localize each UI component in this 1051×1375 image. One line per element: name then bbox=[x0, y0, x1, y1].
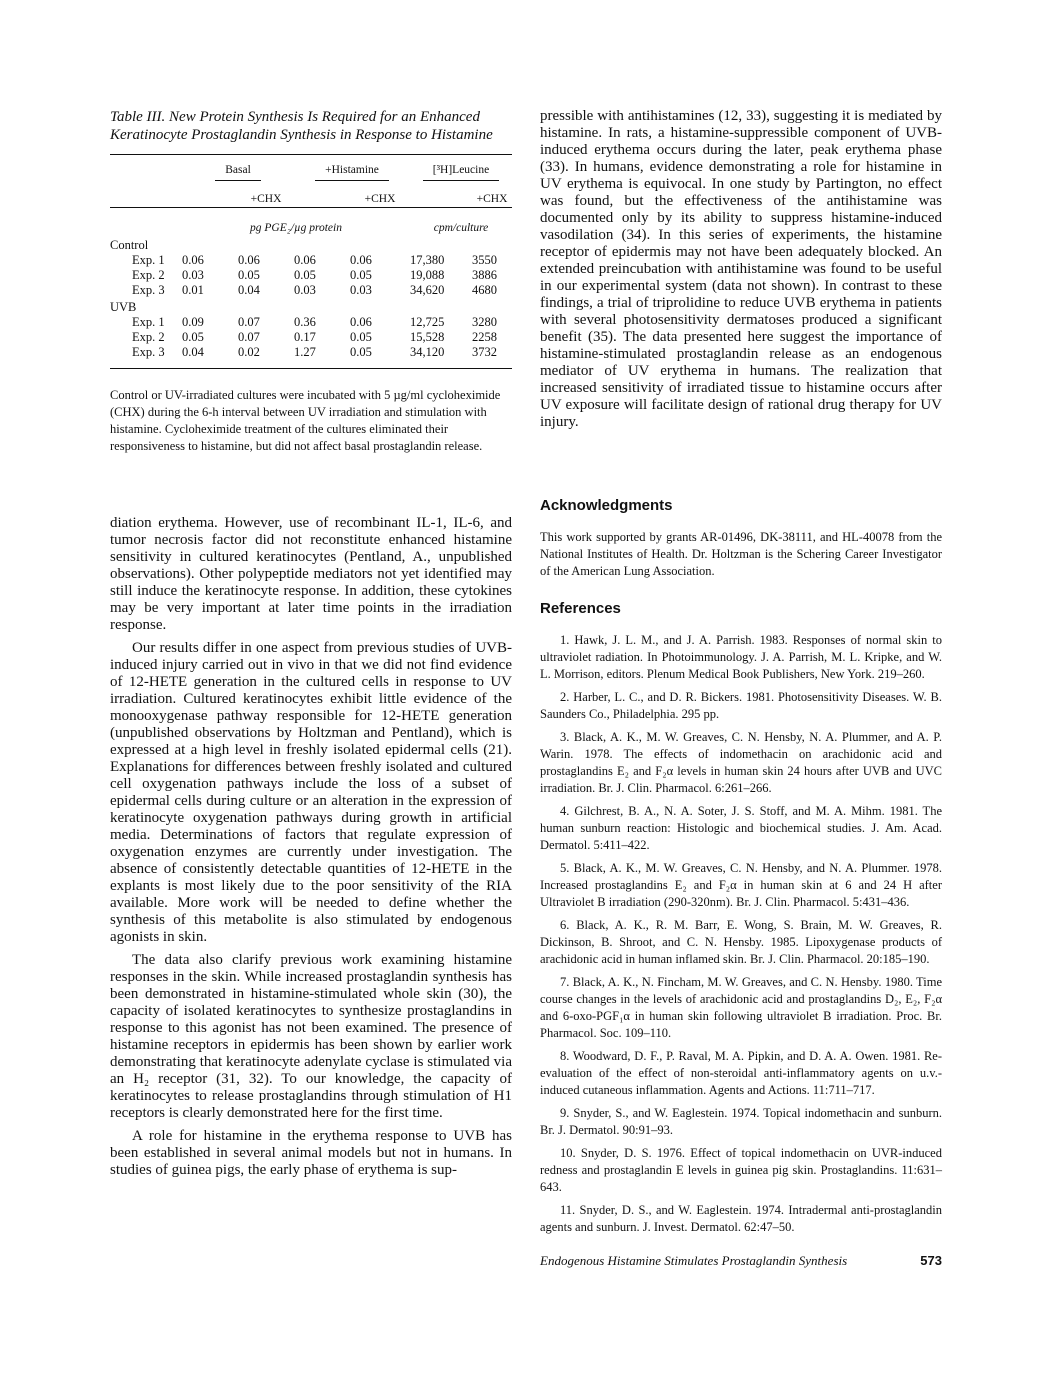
data-table bbox=[110, 154, 512, 369]
table-cell: 0.04 bbox=[238, 283, 260, 297]
table-cell: 4680 bbox=[472, 283, 497, 297]
reference-item: 3. Black, A. K., M. W. Greaves, C. N. Hensby, N. A. Plummer, and A. P. Warin. 1978. The effects of indomethacin on arachidonic acid and prostaglandins E₂ and F₂α levels in human skin 24 hours after UVB and UVC irradiation. Br. J. Clin. Pharmacol. 6:261–266. bbox=[540, 730, 942, 795]
table-cell: 0.05 bbox=[182, 330, 204, 344]
table-cell: 0.05 bbox=[350, 268, 372, 282]
table-row bbox=[110, 268, 512, 283]
table-cell: 0.03 bbox=[182, 268, 204, 282]
table-cell: 17,380 bbox=[410, 253, 445, 267]
left-body-text bbox=[110, 515, 512, 1179]
section-label-uvb: UVB bbox=[110, 300, 137, 314]
row-label: Exp. 1 bbox=[132, 253, 165, 267]
units-pge: pg PGE₂/µg protein bbox=[250, 222, 342, 234]
section-label-control: Control bbox=[110, 238, 149, 252]
running-head: Endogenous Histamine Stimulates Prostaglandin Synthesis bbox=[540, 1253, 848, 1268]
table-cell: 15,528 bbox=[410, 330, 445, 344]
group-basal: Basal bbox=[215, 163, 261, 181]
row-label: Exp. 3 bbox=[132, 283, 165, 297]
row-label: Exp. 1 bbox=[132, 315, 165, 329]
page-number: 573 bbox=[920, 1253, 942, 1268]
units-row bbox=[110, 208, 512, 237]
left-paragraph-3: The data also clarify previous work examining histamine responses in the skin. While increased prostaglandin synthesis has been demonstrated in histamine-stimulated whole skin (30), the capacity of isolated keratinocytes to synthesize prostaglandins in response to this agonist has not been examined. The presence of histamine receptors in epidermis has been shown by earlier work demonstrating that keratinocyte adenylate cyclase is stimulated via an H₂ receptor (31, 32). To our knowledge, the capacity of keratinocytes to release prostaglandins through stimulation of H1 receptors is clearly demonstrated here for the first time. bbox=[110, 952, 512, 1121]
table-cell: 0.06 bbox=[182, 253, 204, 267]
table-row bbox=[110, 315, 512, 330]
reference-item: 7. Black, A. K., N. Fincham, M. W. Greaves, and C. N. Hensby. 1980. Time course changes in the levels of arachidonic acid and prostaglandins D₂, E₂, F₂α and 6-oxo-PGF₁α in human skin following ultraviolet B irradiation. Proc. Br. Pharmacol. Soc. 109–110. bbox=[540, 975, 942, 1040]
reference-item: 5. Black, A. K., M. W. Greaves, C. N. Hensby, and N. A. Plummer. 1978. Increased prostaglandins E₂ and F₂α in human skin at 6 and 24 H after Ultraviolet B irradiation (290-320nm). Br. J. Clin. Pharmacol. 5:431–436. bbox=[540, 861, 942, 909]
table-block bbox=[110, 108, 512, 468]
table-cell: 0.06 bbox=[238, 253, 260, 267]
table-cell: 3886 bbox=[472, 268, 497, 282]
table-cell: 0.06 bbox=[350, 253, 372, 267]
table-title: New Protein Synthesis Is Required for an Enhanced Keratinocyte Prostaglandin Synthesis in Response to Histamine bbox=[110, 109, 493, 143]
reference-item: 11. Snyder, D. S., and W. Eaglestein. 1974. Intradermal anti-prostaglandin agents and sunburn. J. Invest. Dermatol. 62:47–50. bbox=[540, 1203, 942, 1234]
table-cell: 0.03 bbox=[350, 283, 372, 297]
table-caption bbox=[110, 108, 512, 144]
table-cell: 3550 bbox=[472, 253, 497, 267]
reference-item: 8. Woodward, D. F., P. Raval, M. A. Pipkin, and D. A. A. Owen. 1981. Re-evaluation of the effect of non-steroidal anti-inflammatory agents on u.v.-induced cutaneous inflammation. Agents and Actions. 11:711–717. bbox=[540, 1049, 942, 1097]
table-cell: 0.06 bbox=[350, 315, 372, 329]
page-footer bbox=[540, 1253, 942, 1269]
acknowledgments-text: This work supported by grants AR-01496, DK-38111, and HL-40078 from the National Institutes of Health. Dr. Holtzman is the Schering Career Investigator of the American Lung Association. bbox=[540, 530, 942, 578]
table-footnote: Control or UV-irradiated cultures were incubated with 5 µg/ml cycloheximide (CHX) during the 6-h interval between UV irradiation and stimulation with histamine. Cycloheximide treatment of the cultures eliminated their responsiveness to histamine, but did not affect basal prostaglandin release. bbox=[110, 388, 501, 453]
table-cell: 0.17 bbox=[294, 330, 316, 344]
table-cell: 0.01 bbox=[182, 283, 204, 297]
table-row bbox=[110, 283, 512, 298]
table-row bbox=[110, 345, 512, 360]
table-cell: 0.09 bbox=[182, 315, 204, 329]
table-row bbox=[110, 253, 512, 268]
left-paragraph-2: Our results differ in one aspect from previous studies of UVB-induced injury carried out in vivo in that we did not find evidence of 12-HETE generation in the cultured cells in response to UV irradiation. Cultured keratinocytes exhibit little evidence of the monooxygenase pathway responsible for 12-HETE generation (unpublished observations by Holtzman and Pentland), which is expressed at a high level in freshly isolated epidermal cells (21). Explanations for differences between freshly isolated and cultured cell oxygenation pathways include the loss of a subset of epidermal cells during culture or an alteration in the expression of keratinocyte oxygenation pathways during growth in artificial media. Determinations of factors that regulate expression of oxygenation enzymes are currently under investigation. The absence of consistently detectable quantities of 12-HETE in the explants is most likely due to the poor sensitivity of the RIA available. More work will be needed to define whether the synthesis of this metabolite is also stimulated by endogenous agonists in skin. bbox=[110, 640, 512, 945]
left-paragraph-1: diation erythema. However, use of recombinant IL-1, IL-6, and tumor necrosis factor did not reconstitute enhanced histamine sensitivity in cultured keratinocytes (Pentland, A., unpublished observations). Other polypeptide mediators not yet identified may still induce the keratinocyte response. In addition, these cytokines may be very important at later time points in the irradiation response. bbox=[110, 515, 512, 633]
reference-item: 2. Harber, L. C., and D. R. Bickers. 1981. Photosensitivity Diseases. W. B. Saunders Co., Philadelphia. 295 pp. bbox=[540, 690, 942, 721]
reference-item: 1. Hawk, J. L. M., and J. A. Parrish. 1983. Responses of normal skin to ultraviolet radiation. In Photoimmunology. J. A. Parrish, M. L. Kripke, and W. L. Morrison, editors. Plenum Medical Book Publishers, New York. 219–260. bbox=[540, 633, 942, 681]
table-cell: 1.27 bbox=[294, 345, 316, 359]
table-cell: 3280 bbox=[472, 315, 497, 329]
table-cell: 34,620 bbox=[410, 283, 445, 297]
control-rows bbox=[110, 253, 512, 298]
table-cell: 12,725 bbox=[410, 315, 445, 329]
right-paragraph-1: pressible with antihistamines (12, 33), suggesting it is mediated by histamine. In rats, a histamine-suppressible component of UVB-induced erythema occurs during the later, peak erythema phase (33). In humans, evidence demonstrating a role for histamine in UV erythema is equivocal. In one study by Partington, no effect was found, but the effectiveness of the antihistamine was documented only by its ability to suppress histamine-induced vasodilation (34). In this series of experiments, the histamine receptor of epidermis may not have been adequately blocked. An extended preincubation with antihistamine was found to be useful in our experimental system (data not shown). In contrast to these findings, a trial of triprolidine to reduce UVB erythema in patients with several photosensitivity dermatoses produced a significant benefit (35). The data presented here suggest the importance of histamine-stimulated prostaglandin release as an endogenous mediator of UV erythema in humans. The realization that increased sensitivity of irradiated tissue to histamine occurs after UV exposure will facilitate design of rational drug therapy for UV injury. bbox=[540, 108, 942, 430]
reference-item: 10. Snyder, D. S. 1976. Effect of topical indomethacin on UVR-induced redness and prostaglandin E levels in guinea pig skin. Prostaglandins. 11:631–643. bbox=[540, 1146, 942, 1194]
row-label: Exp. 2 bbox=[132, 330, 165, 344]
row-label: Exp. 2 bbox=[132, 268, 165, 282]
reference-item: 9. Snyder, S., and W. Eaglestein. 1974. Topical indomethacin and sunburn. Br. J. Dermatol. 90:91–93. bbox=[540, 1106, 942, 1137]
table-cell: 0.05 bbox=[238, 268, 260, 282]
units-cpm: cpm/culture bbox=[433, 222, 489, 234]
left-paragraph-4: A role for histamine in the erythema response to UVB has been established in several animal models but not in humans. In studies of guinea pigs, the early phase of erythema is sup- bbox=[110, 1128, 512, 1178]
table-number: Table III. bbox=[110, 109, 166, 125]
group-leucine: [³H]Leucine bbox=[423, 163, 499, 181]
chx-label-leucine: +CHX bbox=[476, 193, 508, 205]
reference-item: 4. Gilchrest, B. A., N. A. Soter, J. S. Stoff, and M. A. Mihm. 1981. The human sunburn reaction: Histologic and biochemical studies. J. Am. Acad. Dermatol. 5:411–422. bbox=[540, 804, 942, 852]
table-cell: 2258 bbox=[472, 330, 497, 344]
row-label: Exp. 3 bbox=[132, 345, 165, 359]
group-header-row bbox=[110, 155, 512, 182]
section-uvb bbox=[110, 298, 512, 315]
references-heading: References bbox=[540, 600, 621, 617]
references-list bbox=[540, 632, 942, 1242]
chx-label-basal: +CHX bbox=[250, 193, 282, 205]
table-cell: 3732 bbox=[472, 345, 497, 359]
table-cell: 0.36 bbox=[294, 315, 316, 329]
table-cell: 0.05 bbox=[294, 268, 316, 282]
chx-header-row bbox=[110, 181, 512, 208]
table-cell: 0.06 bbox=[294, 253, 316, 267]
group-histamine: +Histamine bbox=[315, 163, 389, 181]
table-cell: 0.02 bbox=[238, 345, 260, 359]
table-cell: 19,088 bbox=[410, 268, 445, 282]
acknowledgments-heading: Acknowledgments bbox=[540, 497, 673, 514]
table-cell: 0.05 bbox=[350, 330, 372, 344]
table-cell: 0.07 bbox=[238, 330, 260, 344]
table-cell: 0.03 bbox=[294, 283, 316, 297]
uvb-rows bbox=[110, 315, 512, 360]
table-cell: 0.07 bbox=[238, 315, 260, 329]
right-body-text bbox=[540, 108, 942, 431]
section-control bbox=[110, 236, 512, 253]
chx-label-histamine: +CHX bbox=[364, 193, 396, 205]
table-cell: 0.05 bbox=[350, 345, 372, 359]
table-row bbox=[110, 330, 512, 345]
table-cell: 0.04 bbox=[182, 345, 204, 359]
table-cell: 34,120 bbox=[410, 345, 445, 359]
reference-item: 6. Black, A. K., R. M. Barr, E. Wong, S. Brain, M. W. Greaves, R. Dickinson, B. Shroot, and C. N. Hensby. 1985. Lipoxygenase products of arachidonic acid in human inflamed skin. Br. J. Clin. Pharmacol. 20:185–190. bbox=[540, 918, 942, 966]
